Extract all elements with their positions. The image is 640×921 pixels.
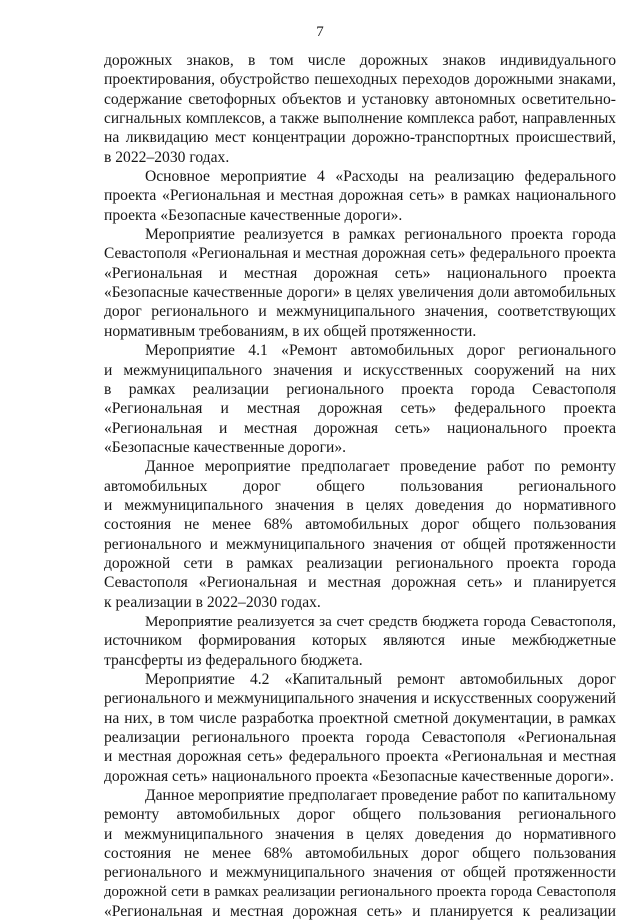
text-line: состояния не менее 68% автомобильных дорог общего пользования — [104, 516, 616, 534]
text-line: Севастополя «Региональная и местная дорожная сеть» и планируется — [104, 574, 616, 592]
text-line: автомобильных дорог общего пользования регионального — [104, 477, 616, 495]
text-line: дорожной сети в рамках реализации регионального проекта города Севастополя — [104, 883, 616, 900]
text-line: сигнальных комплексов, а также выполнение комплекса работ, направленных — [104, 110, 616, 128]
text-line: «Региональная и местная дорожная сеть» национального проекта — [104, 264, 616, 282]
text-line: и межмуниципального значения в целях доведения до нормативного — [104, 496, 616, 514]
text-line: и местная дорожная сеть» федерального проекта «Региональная и местная — [104, 748, 616, 766]
text-line: и межмуниципального значения в целях доведения до нормативного — [104, 825, 616, 843]
text-line: проекта «Безопасные качественные дороги». — [104, 206, 403, 224]
text-line: «Региональная и местная дорожная сеть» и планируется к реализации — [104, 903, 616, 921]
text-line: «Безопасные качественные дороги» в целях увеличения доли автомобильных — [104, 284, 616, 302]
body-text — [104, 51, 616, 921]
text-line: Данное мероприятие предполагает проведение работ по капитальному — [145, 787, 616, 805]
text-line: регионального и межмуниципального значения от общей протяженности — [104, 864, 616, 882]
text-line: дорожной сети в рамках реализации регионального проекта города — [104, 554, 616, 572]
text-line: дорожная сеть» национального проекта «Безопасные качественные дороги». — [104, 767, 614, 785]
text-line: дорог регионального и межмуниципального значения, соответствующих — [104, 303, 616, 321]
text-line: Основное мероприятие 4 «Расходы на реализацию федерального — [145, 168, 616, 186]
text-line: к реализации в 2022–2030 годах. — [104, 593, 321, 611]
text-line: состояния не менее 68% автомобильных дорог общего пользования — [104, 845, 616, 863]
text-line: Мероприятие 4.2 «Капитальный ремонт автомобильных дорог — [145, 671, 616, 688]
text-line: в рамках реализации регионального проекта города Севастополя — [104, 380, 616, 398]
text-line: регионального и межмуниципального значения от общей протяженности — [104, 535, 616, 553]
text-line: Данное мероприятие предполагает проведение работ по ремонту — [145, 458, 616, 476]
text-line: содержание светофорных объектов и установку автономных осветительно- — [104, 90, 616, 108]
text-line: проекта «Региональная и местная дорожная сеть» в рамках национального — [104, 187, 616, 205]
text-line: Мероприятие 4.1 «Ремонт автомобильных дорог регионального — [145, 342, 616, 360]
text-line: регионального и межмуниципального значения и искусственных сооружений — [104, 690, 616, 708]
text-line: Севастополя «Региональная и местная дорожная сеть» федерального проекта — [104, 245, 616, 263]
text-line: и межмуниципального значения и искусственных сооружений на них — [104, 361, 616, 379]
text-line: «Региональная и местная дорожная сеть» национального проекта — [104, 419, 616, 437]
text-line: «Безопасные качественные дороги». — [104, 438, 347, 456]
text-line: ремонту автомобильных дорог общего пользования регионального — [104, 806, 616, 824]
text-line: Мероприятие реализуется в рамках регионального проекта города — [145, 226, 616, 244]
text-line: проектирования, обустройство пешеходных переходов дорожными знаками, — [104, 71, 616, 89]
text-line: на ликвидацию мест концентрации дорожно-транспортных происшествий, — [104, 129, 616, 147]
text-line: нормативным требованиям, в их общей протяженности. — [104, 322, 477, 340]
text-line: на них, в том числе разработка проектной сметной документации, в рамках — [104, 709, 616, 727]
text-line: трансферты из федерального бюджета. — [104, 651, 363, 669]
page-number: 7 — [316, 24, 324, 40]
text-line: источником формирования которых являются иные межбюджетные — [104, 632, 616, 650]
text-line: «Региональная и местная дорожная сеть» федерального проекта — [104, 400, 616, 418]
text-line: реализации регионального проекта города Севастополя «Региональная — [104, 729, 616, 747]
text-line: дорожных знаков, в том числе дорожных знаков индивидуального — [104, 52, 616, 69]
text-line: Мероприятие реализуется за счет средств бюджета города Севастополя, — [145, 612, 616, 630]
text-line: в 2022–2030 годах. — [104, 148, 230, 166]
